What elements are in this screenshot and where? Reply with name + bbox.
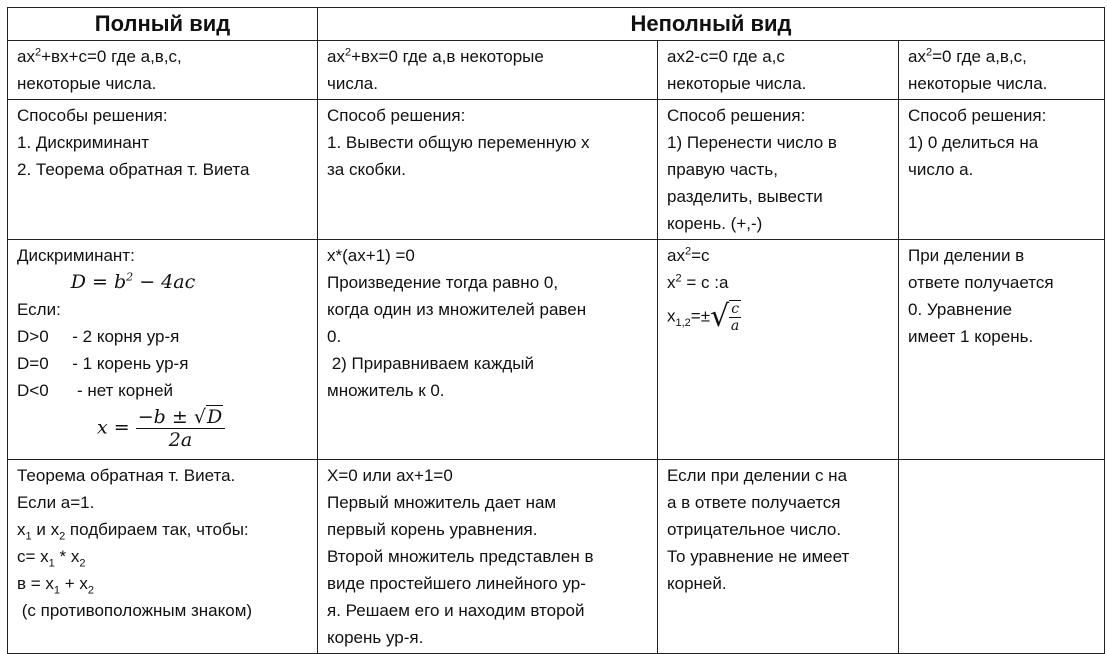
type-zero-equation: $ax^2=0$ где а,в,с, [908, 46, 1027, 66]
discriminant-case: D>0 - 2 корня ур-я [17, 327, 180, 346]
discriminant-case: D<0 - нет корней [17, 381, 174, 400]
methods-c-line: Способ решения: [667, 106, 806, 125]
notes-bx-line: я. Решаем его и находим второй [327, 601, 585, 620]
type-full-equation: $ax^2+вх+с=0$ где а,в,с, [17, 46, 182, 66]
header-partial-form: Неполный вид [318, 8, 1105, 41]
methods-bx-line: 1. Вывести общую переменную x [327, 133, 590, 152]
notes-full-cell [8, 460, 318, 654]
vieta-title: Теорема обратная т. Виета. [17, 466, 236, 485]
details-bx-line: 0. [327, 327, 342, 346]
header-full-form: Полный вид [8, 8, 318, 41]
methods-c-line: 1) Перенести число в [667, 133, 837, 152]
details-bx-line: Произведение тогда равно 0, [327, 273, 559, 292]
notes-c-cell [658, 460, 899, 654]
notes-c-line: То уравнение не имеет [667, 547, 850, 566]
type-bx-cell [318, 41, 658, 100]
notes-zero-cell [899, 460, 1105, 654]
notes-bx-line: виде простейшего линейного ур- [327, 574, 586, 593]
methods-bx-line: за скобки. [327, 160, 406, 179]
discriminant-formula: $D = b^2 - 4ac$ [70, 270, 196, 293]
notes-c-line: отрицательное число. [667, 520, 842, 539]
type-bx-line2: числа. [327, 74, 378, 93]
methods-row [8, 100, 1105, 240]
details-zero-line: имеет 1 корень. [908, 327, 1034, 346]
details-zero-line: При делении в [908, 246, 1025, 265]
type-full-line2: некоторые числа. [17, 74, 157, 93]
details-row [8, 240, 1105, 460]
vieta-product: $c= x_1 * x_2$ [17, 547, 86, 570]
notes-bx-line: Первый множитель дает нам [327, 493, 557, 512]
discriminant-title: Дискриминант: [17, 246, 135, 265]
type-c-line2: некоторые числа. [667, 74, 807, 93]
methods-full-cell [8, 100, 318, 240]
methods-full-line: 2. Теорема обратная т. Виета [17, 160, 250, 179]
notes-bx-line: первый корень уравнения. [327, 520, 538, 539]
methods-zero-line: 1) 0 делиться на [908, 133, 1039, 152]
type-bx-equation: $ax^2+вх=0$ где а,в некоторые [327, 46, 544, 66]
details-zero-line: ответе получается [908, 273, 1054, 292]
details-c-line: $ax^2=c$ [667, 245, 710, 265]
notes-c-line: а в ответе получается [667, 493, 841, 512]
methods-zero-cell [899, 100, 1105, 240]
details-zero-line: 0. Уравнение [908, 300, 1013, 319]
type-zero-cell [899, 41, 1105, 100]
methods-c-cell [658, 100, 899, 240]
notes-bx-line: X=0 или ax+1=0 [327, 466, 453, 485]
details-bx-line: 2) Приравниваем каждый [327, 354, 534, 373]
methods-c-line: корень. (+,-) [667, 214, 763, 233]
methods-c-line: разделить, вывести [667, 187, 823, 206]
details-bx-cell [318, 240, 658, 460]
equation-type-row [8, 41, 1105, 100]
details-c-root-line: $x_{1,2}=\pm√$ $\frac{c}{a}$ [667, 299, 740, 334]
discriminant-case: D=0 - 1 корень ур-я [17, 354, 189, 373]
type-c-equation: ax2-c=0 где а,с [667, 47, 785, 66]
vieta-note: (с противоположным знаком) [17, 601, 253, 620]
details-zero-cell [899, 240, 1105, 460]
if-label: Если: [17, 300, 61, 319]
type-c-cell [658, 41, 899, 100]
methods-full-line: 1. Дискриминант [17, 133, 149, 152]
methods-bx-line: Способ решения: [327, 106, 466, 125]
type-zero-line2: некоторые числа. [908, 74, 1048, 93]
vieta-condition: Если а=1. [17, 493, 95, 512]
details-bx-line: x*(ax+1) =0 [327, 246, 415, 265]
notes-bx-line: корень ур-я. [327, 628, 424, 647]
type-full-cell [8, 41, 318, 100]
notes-c-line: Если при делении с на [667, 466, 848, 485]
details-c-line: $x^2 = c$ :a [667, 272, 729, 292]
notes-bx-cell [318, 460, 658, 654]
methods-bx-cell [318, 100, 658, 240]
methods-zero-line: Способ решения: [908, 106, 1047, 125]
vieta-sum: $в = x_1 + x_2$ [17, 574, 95, 597]
notes-row [8, 460, 1105, 654]
quadratic-equations-table [7, 7, 1105, 654]
roots-formula: x = $\frac{-b \pm √D}{2a}$ [17, 406, 309, 451]
details-bx-line: множитель к 0. [327, 381, 445, 400]
methods-full-line: Способы решения: [17, 106, 168, 125]
notes-bx-line: Второй множитель представлен в [327, 547, 594, 566]
details-c-cell [658, 240, 899, 460]
methods-zero-line: число а. [908, 160, 974, 179]
vieta-line: $x_1$ и $x_2$ подбираем так, чтобы: [17, 520, 249, 543]
methods-c-line: правую часть, [667, 160, 778, 179]
notes-c-line: корней. [667, 574, 727, 593]
details-full-cell [8, 240, 318, 460]
details-bx-line: когда один из множителей равен [327, 300, 587, 319]
header-row [8, 8, 1105, 41]
